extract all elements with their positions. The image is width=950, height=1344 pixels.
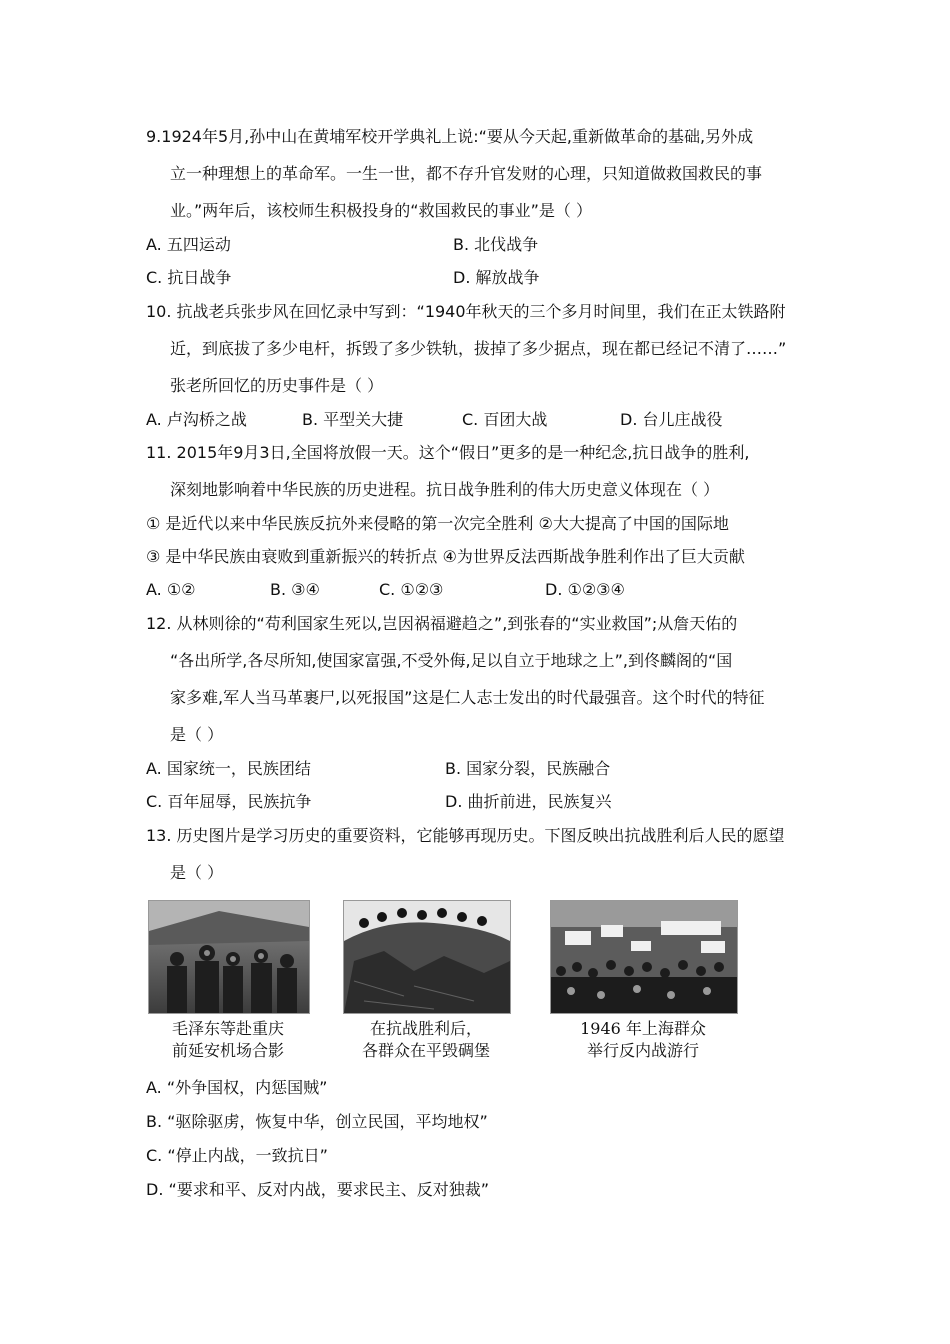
q12-line-4: 是（ ） (170, 725, 224, 744)
caption-2-line-2: 各群众在平毁碉堡 (361, 1041, 490, 1060)
q11-option-c: C. ①②③ (379, 580, 444, 599)
q9-option-b: B. 北伐战争 (453, 235, 539, 254)
caption-2-line-1: 在抗战胜利后， (369, 1019, 482, 1038)
q9-option-c: C. 抗日战争 (146, 268, 232, 287)
q12-line-2: “各出所学,各尽所知,使国家富强,不受外侮,足以自立于地球之上”,到佟麟阁的“国 (170, 651, 733, 670)
q10-line-2: 近，到底拔了多少电杆，拆毁了多少铁轨，拔掉了多少据点，现在都已经记不清了……” (170, 339, 787, 358)
q10-option-b: B. 平型关大捷 (302, 410, 404, 429)
caption-3-line-2: 举行反内战游行 (586, 1041, 699, 1060)
photo-shanghai-parade (550, 900, 738, 1014)
q11-statement-2: ③ 是中华民族由衰败到重新振兴的转折点 ④为世界反法西斯战争胜利作出了巨大贡献 (146, 547, 745, 566)
q10-line-1: 10. 抗战老兵张步风在回忆录中写到：“1940年秋天的三个多月时间里，我们在正太铁路附 (146, 302, 786, 321)
caption-1-line-2: 前延安机场合影 (171, 1041, 284, 1060)
caption-1-line-1: 毛泽东等赴重庆 (171, 1019, 284, 1038)
q12-option-b: B. 国家分裂，民族融合 (445, 759, 611, 778)
photo-blockhouse (343, 900, 511, 1014)
q11-option-b: B. ③④ (270, 580, 320, 599)
q9-line-3: 业。”两年后，该校师生积极投身的“救国救民的事业”是（ ） (170, 201, 592, 220)
q9-line-1: 9.1924年5月,孙中山在黄埔军校开学典礼上说:“要从今天起,重新做革命的基础,另外成 (146, 127, 754, 146)
q12-line-3: 家多难,军人当马革裹尸,以死报国”这是仁人志士发出的时代最强音。这个时代的特征 (170, 688, 765, 707)
q13-option-c: C. “停止内战，一致抗日” (146, 1146, 328, 1165)
q10-option-d: D. 台儿庄战役 (620, 410, 723, 429)
caption-3-line-1: 1946 年上海群众 (580, 1019, 706, 1038)
photo-yanan-airport (148, 900, 310, 1014)
q13-line-1: 13. 历史图片是学习历史的重要资料，它能够再现历史。下图反映出抗战胜利后人民的愿望 (146, 826, 785, 845)
q9-option-a: A. 五四运动 (146, 235, 231, 254)
q9-line-2: 立一种理想上的革命军。一生一世，都不存升官发财的心理，只知道做救国救民的事 (170, 164, 763, 183)
q12-line-1: 12. 从林则徐的“苟利国家生死以,岂因祸福避趋之”,到张春的“实业救国”;从詹天佑的 (146, 614, 738, 633)
q13-option-b: B. “驱除驱虏，恢复中华，创立民国，平均地权” (146, 1112, 488, 1131)
q12-option-c: C. 百年屈辱，民族抗争 (146, 792, 312, 811)
q11-line-1: 11. 2015年9月3日,全国将放假一天。这个“假日”更多的是一种纪念,抗日战争的胜利, (146, 443, 750, 462)
q10-line-3: 张老所回忆的历史事件是（ ） (170, 376, 384, 395)
q11-statement-1: ① 是近代以来中华民族反抗外来侵略的第一次完全胜利 ②大大提高了中国的国际地 (146, 514, 729, 533)
q9-option-d: D. 解放战争 (453, 268, 540, 287)
q13-line-2: 是（ ） (170, 863, 224, 882)
q12-option-d: D. 曲折前进，民族复兴 (445, 792, 612, 811)
q11-option-d: D. ①②③④ (545, 580, 625, 599)
q11-line-2: 深刻地影响着中华民族的历史进程。抗日战争胜利的伟大历史意义体现在（ ） (170, 480, 720, 499)
q10-option-a: A. 卢沟桥之战 (146, 410, 247, 429)
q12-option-a: A. 国家统一，民族团结 (146, 759, 311, 778)
q13-option-d: D. “要求和平、反对内战，要求民主、反对独裁” (146, 1180, 490, 1199)
q11-option-a: A. ①② (146, 580, 196, 599)
q10-option-c: C. 百团大战 (462, 410, 548, 429)
q13-option-a: A. “外争国权，内惩国贼” (146, 1078, 328, 1097)
